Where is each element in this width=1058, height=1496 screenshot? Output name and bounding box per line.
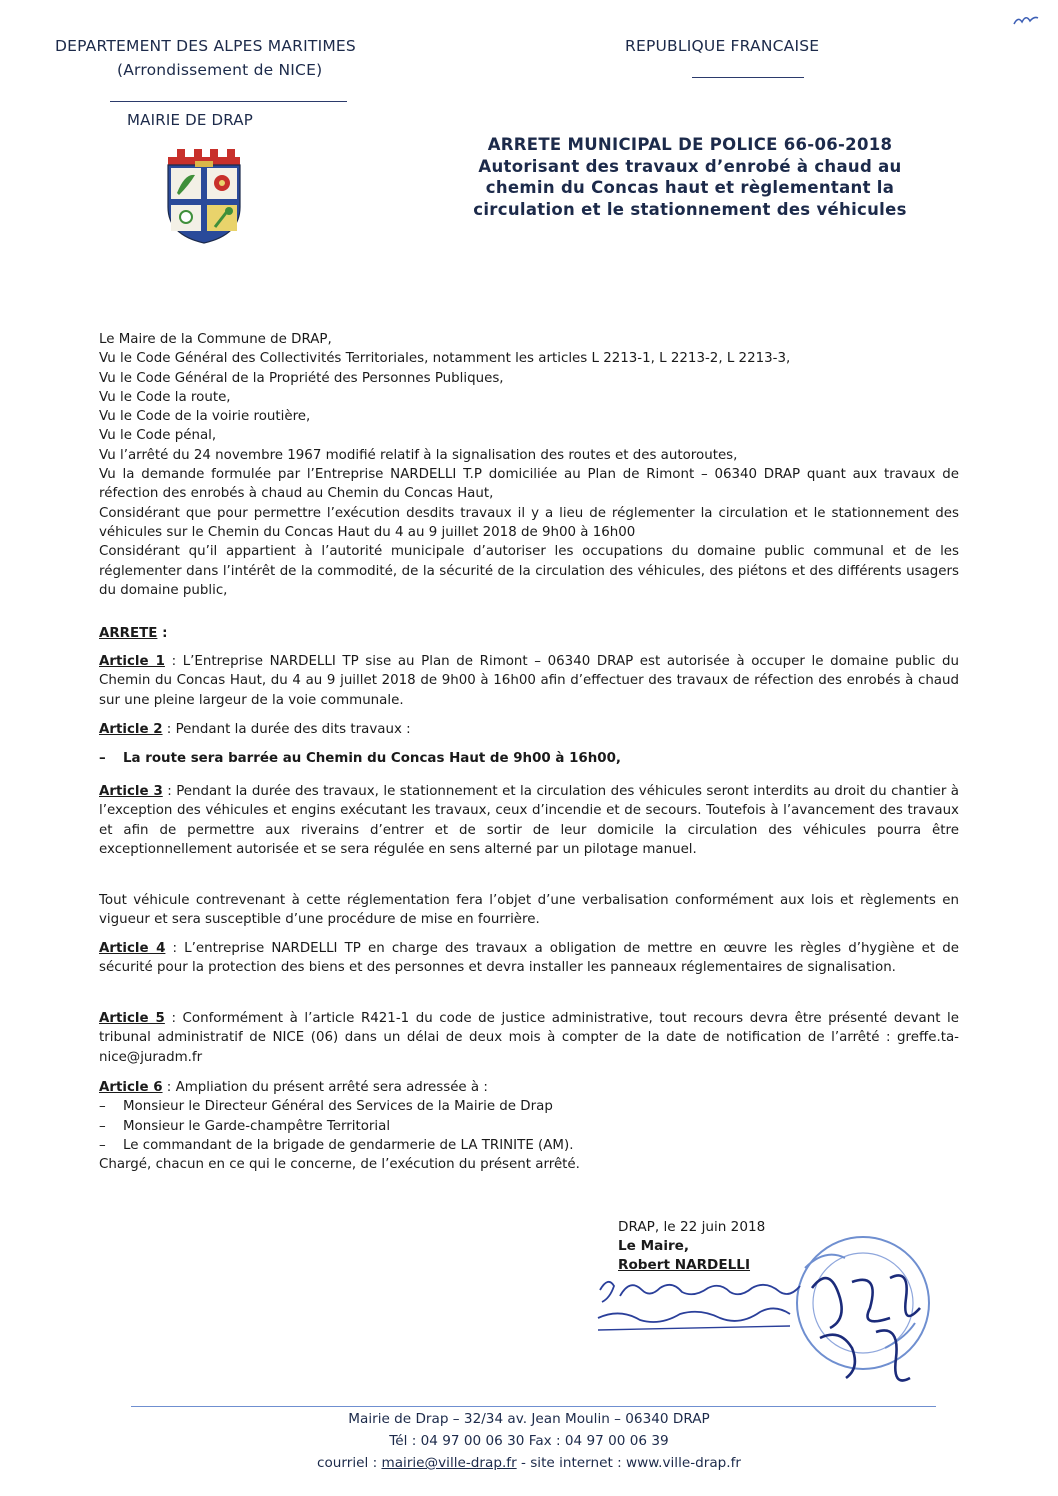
footer-address: Mairie de Drap – 32/34 av. Jean Moulin – 06340 DRAP — [348, 1411, 710, 1427]
header-divider — [110, 101, 347, 102]
footer-contact — [0, 1455, 1058, 1471]
arrondissement-label: (Arrondissement de NICE) — [117, 61, 323, 79]
title-line-3: chemin du Concas haut et règlementant la — [485, 178, 895, 197]
preamble-paragraph: Considérant qu’il appartient à l’autorité municipale d’autoriser les occupations du domaine public communal et de les réglementer dans l’intérêt de la commodité, de la sécurité de la circulation des véhicules, des piétons et des différents usagers du domaine public, — [99, 544, 959, 598]
preamble-line: Vu l’arrêté du 24 novembre 1967 modifié relatif à la signalisation des routes et des autoroutes, — [99, 447, 738, 463]
article-3-label: Article 3 — [99, 784, 163, 799]
article-1-label: Article 1 — [99, 654, 165, 669]
title-line-4: circulation et le stationnement des véhicules — [473, 199, 907, 219]
preamble-paragraph: Vu la demande formulée par l’Entreprise NARDELLI T.P domiciliée au Plan de Rimont – 06340 DRAP quant aux travaux de réfection des enrobés à chaud au Chemin du Concas Haut, — [99, 467, 959, 502]
list-item — [99, 1097, 959, 1116]
arrete-colon: : — [157, 626, 168, 641]
preamble-paragraph: Considérant que pour permettre l’exécution desdits travaux il y a lieu de réglementer la circulation et le stationnement des véhicules sur le Chemin du Concas Haut du 4 au 9 juillet 2018 de 9h00 à 16h00 — [99, 505, 959, 540]
preamble — [99, 330, 959, 600]
article-2-item-text: La route sera barrée au Chemin du Concas Haut de 9h00 à 16h00, — [123, 751, 621, 766]
article-3-paragraph-2: Tout véhicule contrevenant à cette réglementation fera l’objet d’une verbalisation conformément aux lois et règlements en vigueur et sera susceptible d’une procédure de mise en fourrière. — [99, 893, 959, 928]
list-dash: – — [99, 1099, 106, 1115]
title-line-1: ARRETE MUNICIPAL DE POLICE 66-06-2018 — [487, 135, 893, 154]
article-3-text: : Pendant la durée des travaux, le stationnement et la circulation des véhicules seront interdits au droit du chantier à l’exception des véhicules et engins exécutant les travaux, ceux d’incendie et de secours. Toutefois à l’avancement des travaux et afin de permettre aux riverains d’entrer et de sortir de leur domicile la circulation des véhicules pourra être exceptionnellement autorisée et se sera régulée en sens alterné par un pilotage manuel. — [99, 784, 960, 857]
signature-name: Robert NARDELLI — [618, 1257, 751, 1273]
footer-divider — [131, 1406, 936, 1407]
article-6-label: Article 6 — [99, 1080, 163, 1095]
arrete-title — [455, 134, 925, 220]
footer-phone: Tél : 04 97 00 06 30 Fax : 04 97 00 06 39 — [389, 1433, 669, 1449]
list-dash: – — [99, 751, 106, 766]
article-4-text: : L’entreprise NARDELLI TP en charge des travaux a obligation de mettre en œuvre les règles d’hygiène et de sécurité pour la protection des biens et des personnes et devra installer les panneaux réglementaires de signalisation. — [99, 941, 960, 976]
arrete-label: ARRETE — [99, 626, 158, 641]
preamble-line: Vu le Code de la voirie routière, — [99, 409, 311, 425]
closing-line: Chargé, chacun en ce qui le concerne, de l’exécution du présent arrêté. — [99, 1157, 580, 1173]
article-2 — [99, 720, 959, 739]
list-item-text: Monsieur le Directeur Général des Services de la Mairie de Drap — [123, 1099, 553, 1115]
department-label: DEPARTEMENT DES ALPES MARITIMES — [55, 37, 356, 55]
list-item — [99, 1136, 959, 1155]
article-2-label: Article 2 — [99, 722, 163, 737]
republic-label: REPUBLIQUE FRANCAISE — [625, 37, 820, 55]
preamble-line: Le Maire de la Commune de DRAP, — [99, 332, 332, 347]
article-2-text: : Pendant la durée des dits travaux : — [162, 722, 411, 737]
signature-date: DRAP, le 22 juin 2018 — [618, 1219, 766, 1235]
list-dash: – — [99, 1137, 106, 1153]
footer-site: - site internet : www.ville-drap.fr — [516, 1455, 741, 1471]
article-1-text: : L’Entreprise NARDELLI TP sise au Plan de Rimont – 06340 DRAP est autorisée à occuper le domaine public du Chemin du Concas Haut, du 4 au 9 juillet 2018 de 9h00 à 16h00 afin d’effectuer des travaux de réfection des enrobés à chaud sur une pleine largeur de la voie communale. — [99, 654, 960, 708]
list-dash: – — [99, 1118, 106, 1134]
signature-block — [618, 1218, 765, 1275]
preamble-line: Vu le Code Général de la Propriété des Personnes Publiques, — [99, 370, 504, 386]
article-3 — [99, 782, 959, 859]
preamble-line: Vu le Code pénal, — [99, 428, 217, 444]
handwritten-signature-icon — [590, 1268, 940, 1398]
footer-email-link[interactable]: mairie@ville-drap.fr — [381, 1455, 517, 1471]
article-5-label: Article 5 — [99, 1011, 165, 1026]
preamble-line: Vu le Code Général des Collectivités Territoriales, notamment les articles L 2213-1, L 2213-2, L 2213-3, — [99, 351, 791, 367]
article-5 — [99, 1009, 959, 1067]
article-4 — [99, 939, 959, 978]
footer-email-prefix: courriel : — [316, 1455, 382, 1471]
article-6-text: : Ampliation du présent arrêté sera adressée à : — [162, 1080, 488, 1095]
republic-underline — [692, 77, 804, 78]
article-5-text: : Conformément à l’article R421-1 du code de justice administrative, tout recours devra être présenté devant le tribunal administratif de NICE (06) dans un délai de deux mois à compter de la date de notification de l’arrêté : greffe.ta-nice@juradm.fr — [99, 1011, 960, 1065]
article-2-item — [99, 749, 959, 768]
list-item-text: Le commandant de la brigade de gendarmerie de LA TRINITE (AM). — [123, 1137, 574, 1153]
town-crest-icon — [165, 145, 243, 245]
title-line-2: Autorisant des travaux d’enrobé à chaud au — [478, 156, 902, 176]
preamble-line: Vu le Code la route, — [99, 389, 231, 405]
scribble-mark-icon — [1012, 12, 1040, 28]
article-4-label: Article 4 — [99, 941, 166, 956]
list-item — [99, 1117, 959, 1136]
signature-role: Le Maire, — [618, 1238, 690, 1254]
article-1 — [99, 652, 959, 710]
arrete-heading — [99, 624, 959, 643]
mairie-label: MAIRIE DE DRAP — [127, 111, 253, 129]
list-item-text: Monsieur le Garde-champêtre Territorial — [123, 1118, 391, 1134]
article-6 — [99, 1078, 959, 1174]
